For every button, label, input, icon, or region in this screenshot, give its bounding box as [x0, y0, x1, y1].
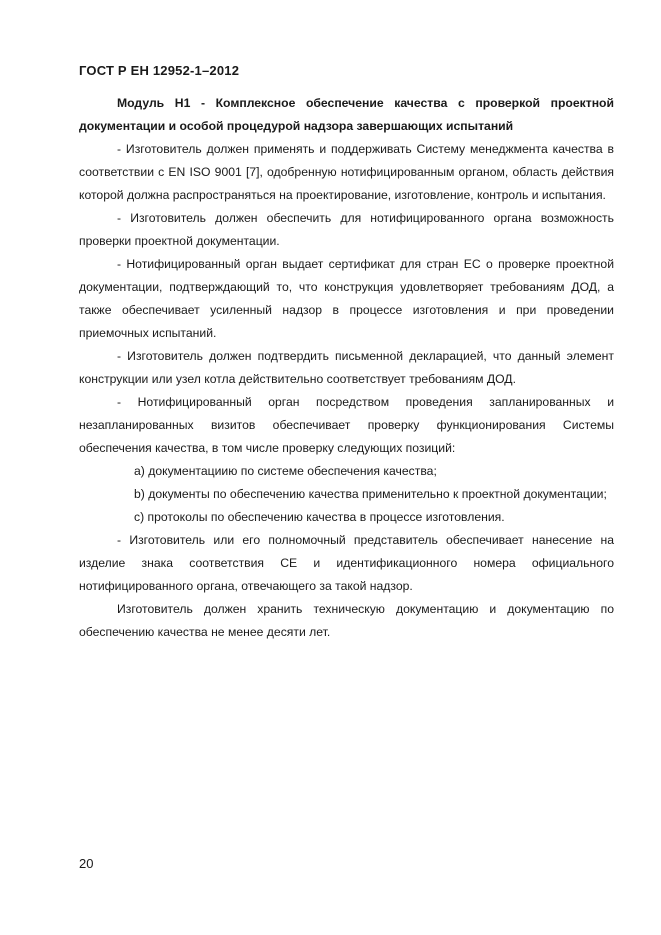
- paragraph-declaration: - Изготовитель должен подтвердить письменной декларацией, что данный элемент конструкции или узел котла действительно соответствует требованиям ДОД.: [79, 349, 614, 386]
- paragraph-ce-marking: - Изготовитель или его полномочный представитель обеспечивает нанесение на изделие знака соответствия CE и идентификационного номера официального нотифицированного органа, отвечающего за такой надзор.: [79, 533, 614, 593]
- paragraph-visits: - Нотифицированный орган посредством проведения запланированных и незапланированных визитов обеспечивает проверку функционирования Системы обеспечения качества, в том числе проверку следующих позиций:: [79, 395, 614, 455]
- paragraph-quality-system: - Изготовитель должен применять и поддерживать Систему менеджмента качества в соответствии с EN ISO 9001 [7], одобренную нотифицированным органом, область действия которой должна распространяться на проектирование, изготовление, контроль и испытания.: [79, 142, 614, 202]
- paragraph-certificate: - Нотифицированный орган выдает сертификат для стран ЕС о проверке проектной документации, подтверждающий то, что конструкция удовлетворяет требованиям ДОД, а также обеспечивает усиленный надзор в процессе изготовления и при проведении приемочных испытаний.: [79, 257, 614, 340]
- standard-header: ГОСТ Р ЕН 12952-1–2012: [79, 63, 240, 78]
- list-item-a: a) документациию по системе обеспечения качества;: [134, 464, 437, 478]
- page-number: 20: [79, 856, 94, 871]
- paragraph-design-review: - Изготовитель должен обеспечить для нотифицированного органа возможность проверки проектной документации.: [79, 211, 614, 248]
- paragraph-retention: Изготовитель должен хранить техническую документацию и документацию по обеспечению качества не менее десяти лет.: [79, 602, 614, 639]
- document-body: [79, 92, 614, 644]
- list-item-b: b) документы по обеспечению качества применительно к проектной документации;: [134, 487, 607, 501]
- list-item-c: c) протоколы по обеспечению качества в процессе изготовления.: [134, 510, 505, 524]
- module-heading: Модуль Н1 - Комплексное обеспечение качества с проверкой проектной документации и особой процедурой надзора завершающих испытаний: [79, 96, 614, 133]
